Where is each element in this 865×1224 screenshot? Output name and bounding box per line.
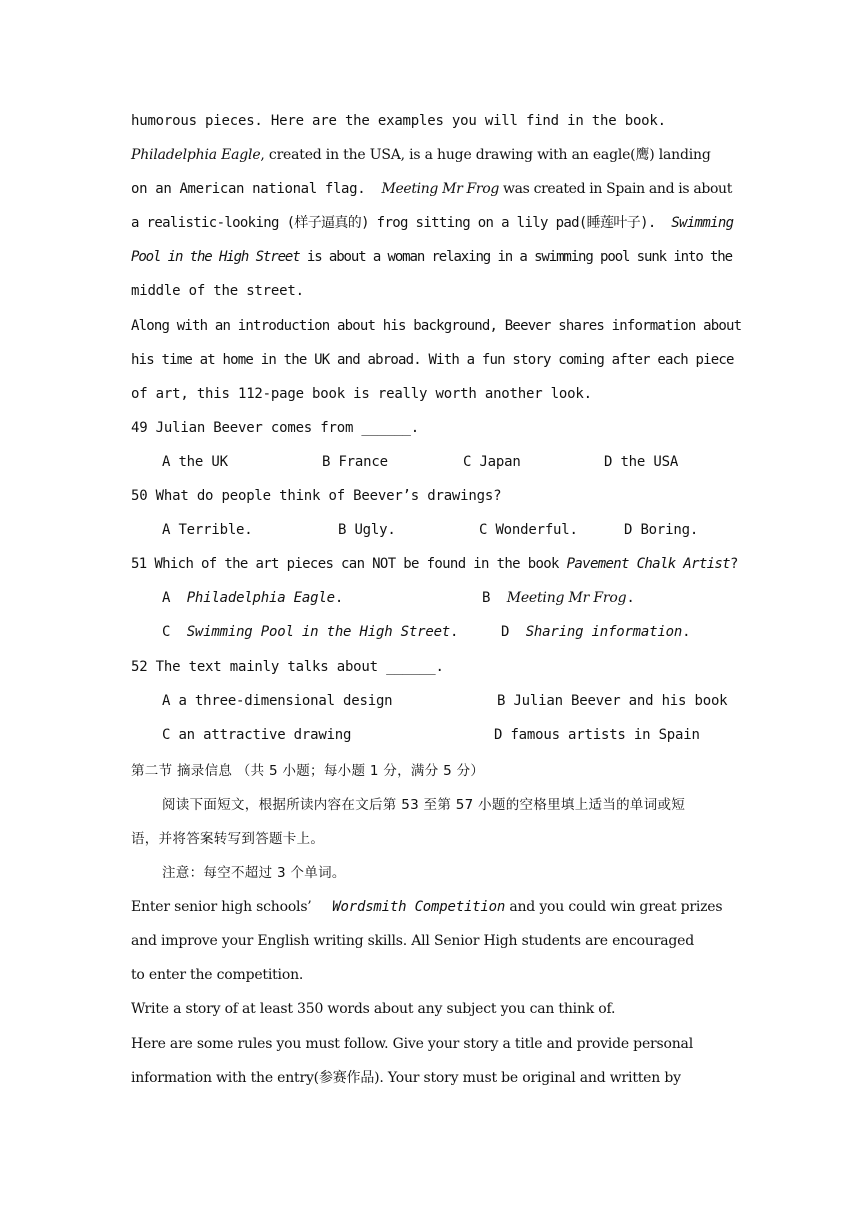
question-options (131, 513, 735, 547)
option[interactable]: D famous artists in Spain (494, 726, 700, 743)
option[interactable]: B Ugly. (338, 522, 396, 539)
option[interactable]: B Meeting Mr Frog. (482, 590, 635, 607)
passage-line: Pool in the High Street is about a woman relaxing in a swimming pool sunk into the (131, 249, 732, 266)
question-options (131, 615, 735, 649)
question-stem: 51 Which of the art pieces can NOT be found in the book Pavement Chalk Artist? (131, 556, 738, 573)
artwork-title: Philadelphia Eagle (131, 147, 261, 164)
option[interactable]: A a three-dimensional design (162, 692, 393, 709)
question-options (131, 718, 735, 752)
note-line: 注意：每空不超过 3 个单词。 (162, 865, 346, 882)
question-options (131, 684, 735, 718)
passage-line: Here are some rules you must follow. Give your story a title and provide personal (131, 1035, 693, 1052)
passage-line: Along with an introduction about his background, Beever shares information about (131, 317, 742, 334)
option[interactable]: D the USA (604, 453, 679, 470)
option[interactable]: C Japan (463, 453, 521, 470)
instruction-line: 语，并将答案转写到答题卡上。 (131, 830, 325, 847)
passage-line: and improve your English writing skills. All Senior High students are encouraged (131, 933, 694, 950)
question-stem: 49 Julian Beever comes from ______. (131, 419, 420, 436)
section-heading: 第二节 摘录信息 （共 5 小题；每小题 1 分，满分 5 分） (131, 762, 485, 779)
option[interactable]: B France (322, 453, 388, 470)
option[interactable]: A Terrible. (162, 522, 253, 539)
passage-line: on an American national flag. Meeting Mr Frog was created in Spain and is about (131, 181, 732, 198)
option[interactable]: C an attractive drawing (162, 726, 352, 743)
artwork-title: Meeting Mr Frog (381, 181, 499, 198)
book-title: Pavement Chalk Artist (566, 556, 730, 573)
question-options (131, 445, 735, 479)
passage-line: humorous pieces. Here are the examples you will find in the book. (131, 113, 666, 129)
question-stem: 52 The text mainly talks about ______. (131, 658, 444, 675)
instruction-line: 阅读下面短文，根据所读内容在文后第 53 至第 57 小题的空格里填上适当的单词或短 (162, 796, 686, 813)
artwork-title: Swimming (671, 215, 734, 232)
option[interactable]: D Sharing information. (501, 624, 691, 641)
option[interactable]: C Swimming Pool in the High Street. (162, 624, 459, 641)
option[interactable]: D Boring. (624, 522, 699, 539)
competition-name: Wordsmith Competition (332, 899, 506, 916)
question-options (131, 581, 735, 615)
option[interactable]: A Philadelphia Eagle. (162, 590, 344, 607)
passage-line: to enter the competition. (131, 967, 304, 984)
passage-line: his time at home in the UK and abroad. With a fun story coming after each piece (131, 351, 734, 368)
passage-line: information with the entry(参赛作品). Your story must be original and written by (131, 1069, 681, 1086)
option[interactable]: B Julian Beever and his book (497, 692, 728, 709)
document-page (131, 104, 742, 1095)
question-stem: 50 What do people think of Beever’s drawings? (131, 488, 502, 505)
option[interactable]: A the UK (162, 453, 228, 470)
passage-line: Write a story of at least 350 words about any subject you can think of. (131, 1001, 616, 1018)
artwork-title: Pool in the High Street (131, 249, 300, 266)
passage-line: Enter senior high schools’ Wordsmith Competition and you could win great prizes (131, 899, 723, 916)
option[interactable]: C Wonderful. (479, 522, 578, 539)
passage-line: a realistic-looking (样子逼真的) frog sitting on a lily pad(睡莲叶子). Swimming (131, 215, 734, 232)
passage-line: Philadelphia Eagle, created in the USA, is a huge drawing with an eagle(鹰) landing (131, 147, 711, 164)
passage-line: of art, this 112-page book is really worth another look. (131, 385, 592, 402)
passage-line: middle of the street. (131, 283, 304, 300)
